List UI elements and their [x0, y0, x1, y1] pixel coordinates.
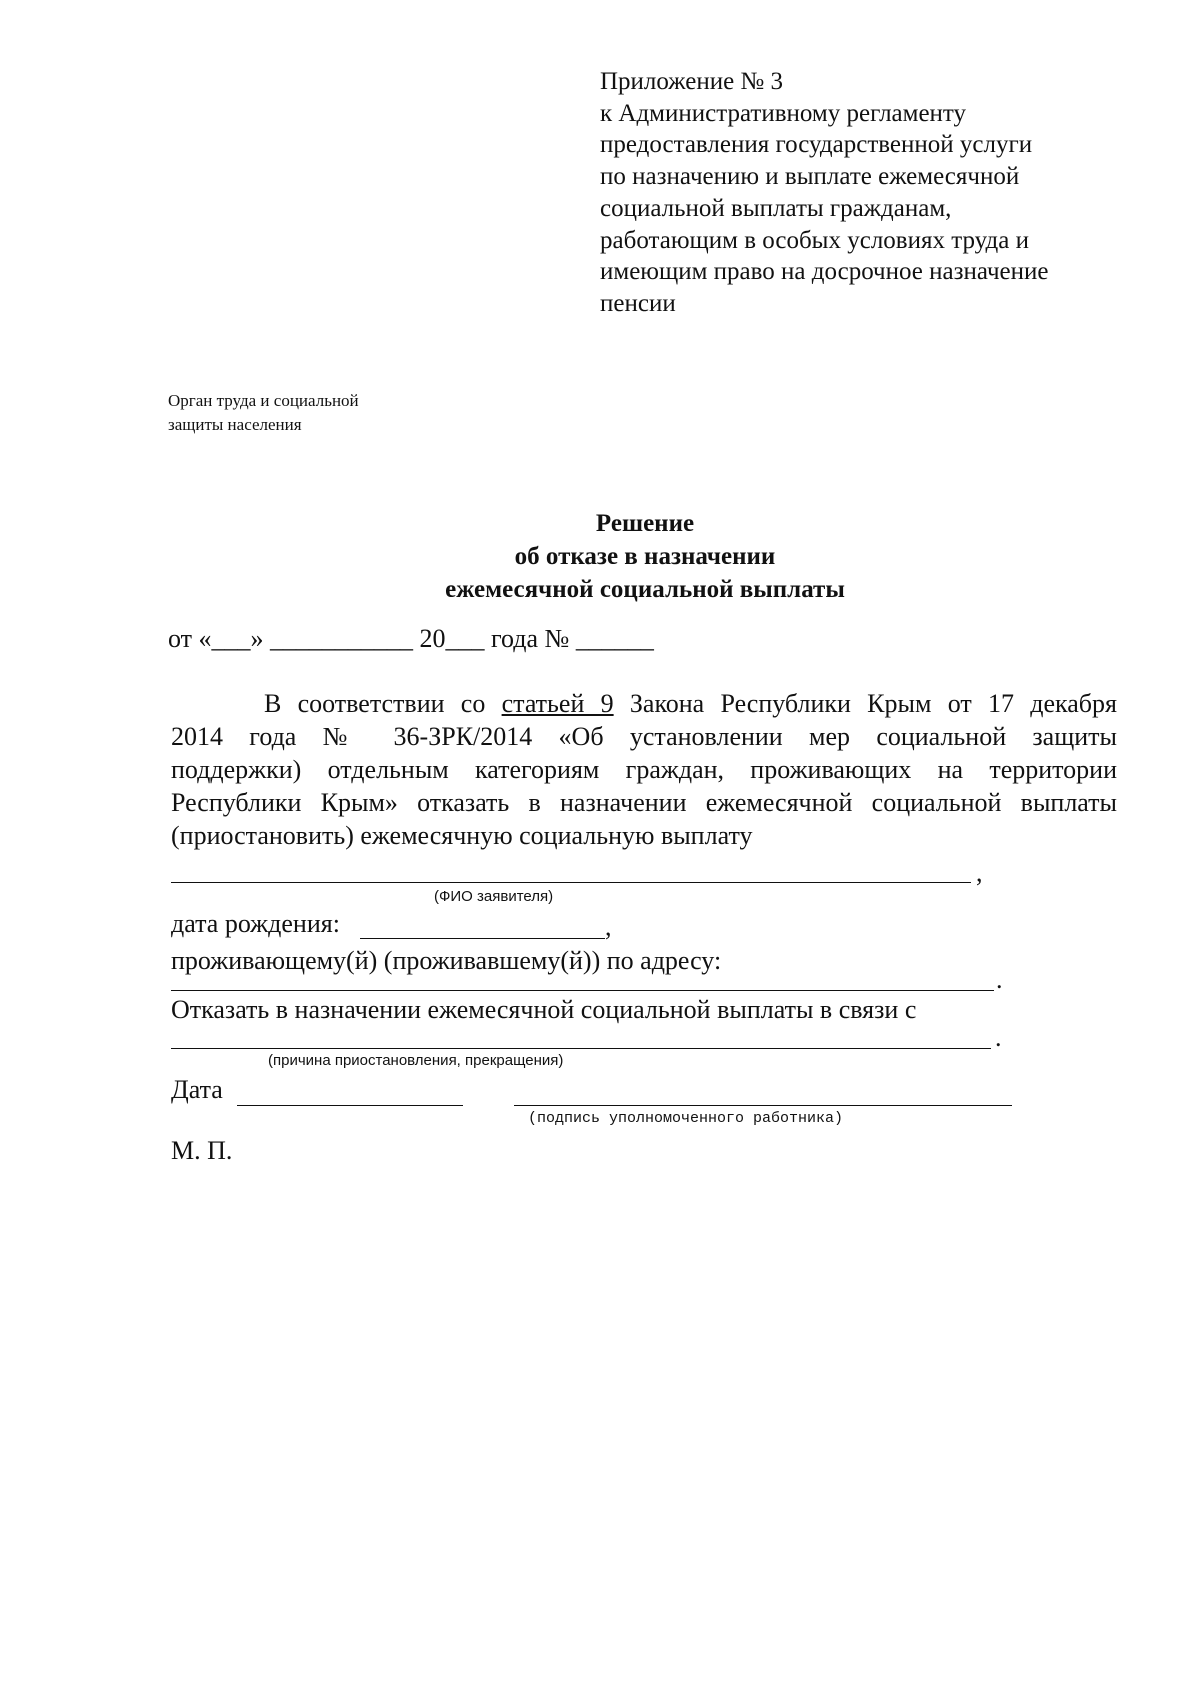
annex-header	[600, 66, 1049, 320]
date-label: Дата	[171, 1075, 223, 1104]
dob-comma: ,	[605, 912, 612, 941]
annex-line: по назначению и выплате ежемесячной	[600, 163, 1020, 191]
text: В соответствии со	[264, 689, 502, 718]
address-label: проживающему(й) (проживавшему(й)) по адресу:	[171, 946, 722, 975]
address-field[interactable]	[171, 990, 994, 991]
date-number-line: от «___» ___________ 20___ года № ______	[168, 624, 654, 653]
reason-period: .	[995, 1023, 1002, 1052]
paragraph-line: (приостановить) ежемесячную социальную выплату	[171, 821, 753, 850]
annex-line: социальной выплаты гражданам,	[600, 194, 952, 222]
paragraph-line: поддержки) отдельным категориям граждан, проживающих на территории	[171, 755, 1117, 784]
title-line: об отказе в назначении	[514, 543, 776, 570]
reason-field[interactable]	[171, 1048, 991, 1049]
paragraph-line	[171, 687, 1117, 720]
annex-line: Приложение № 3	[600, 68, 784, 95]
text: Закона Республики Крым от 17 декабря	[613, 689, 1117, 718]
document-title	[0, 507, 1200, 606]
reason-caption: (причина приостановления, прекращения)	[268, 1052, 564, 1069]
name-comma: ,	[976, 858, 983, 887]
stamp-place-label: М. П.	[171, 1136, 233, 1165]
law-article-link[interactable]: статьей 9	[501, 689, 614, 718]
annex-line: предоставления государственной услуги	[600, 131, 1033, 159]
address-period: .	[996, 965, 1003, 994]
paragraph-line: Республики Крым» отказать в назначении ежемесячной социальной выплаты	[171, 788, 1117, 817]
dob-label: дата рождения:	[171, 909, 340, 938]
title-line: Решение	[595, 510, 695, 537]
decision-paragraph	[171, 687, 1117, 852]
annex-line: работающим в особых условиях труда и	[600, 226, 1030, 254]
signature-field[interactable]	[514, 1105, 1012, 1106]
paragraph-line: 2014 года № 36-ЗРК/2014 «Об установлении мер социальной защиты	[171, 722, 1117, 751]
annex-line: к Административному регламенту	[600, 99, 967, 127]
organ-line: защиты населения	[168, 415, 302, 434]
applicant-name-field[interactable]	[171, 882, 971, 883]
dob-field[interactable]	[360, 938, 605, 939]
refusal-text: Отказать в назначении ежемесячной социальной выплаты в связи с	[171, 995, 917, 1024]
signature-caption: (подпись уполномоченного работника)	[528, 1110, 844, 1127]
organ-line: Орган труда и социальной	[168, 391, 359, 410]
issuing-organ	[168, 389, 359, 437]
annex-line: имеющим право на досрочное назначение	[600, 258, 1049, 286]
annex-line: пенсии	[600, 289, 676, 317]
fio-caption: (ФИО заявителя)	[434, 888, 554, 905]
date-field[interactable]	[237, 1105, 463, 1106]
title-line: ежемесячной социальной выплаты	[445, 576, 845, 603]
